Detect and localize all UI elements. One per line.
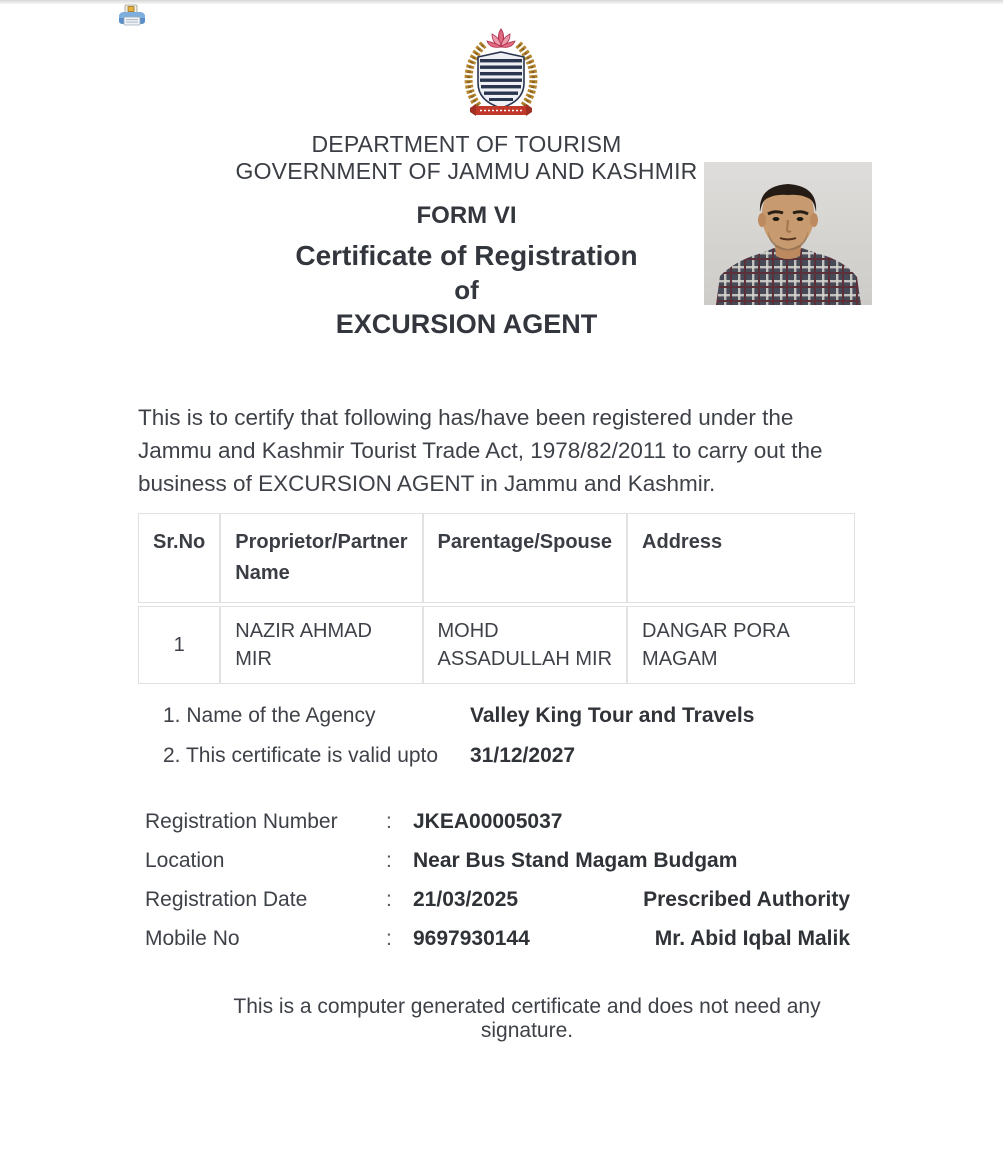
form-number: FORM VI [416, 202, 517, 229]
top-divider [0, 0, 1003, 4]
cell-address: DANGAR PORA MAGAM [627, 606, 855, 684]
mobile-number-value: 9697930144 [413, 927, 530, 950]
cell-parentage: MOHD ASSADULLAH MIR [423, 606, 628, 684]
prescribed-authority-title: Prescribed Authority [643, 888, 850, 911]
table-header-row [138, 513, 855, 603]
valid-upto-value: 31/12/2027 [470, 744, 576, 767]
separator-colon: : [386, 927, 392, 950]
applicant-photo [704, 162, 872, 305]
col-header-srno: Sr.No [138, 513, 220, 603]
certify-paragraph: This is to certify that following has/have been registered under the Jammu and Kashmir Tourist Trade Act, 1978/82/2011 to carry out the business of EXCURSION AGENT in Jammu and Kashmir. [138, 405, 823, 496]
registration-date-label: Registration Date [145, 888, 308, 911]
location-value: Near Bus Stand Magam Budgam [413, 849, 738, 872]
cell-srno: 1 [138, 606, 220, 684]
mobile-number-row [145, 923, 857, 962]
details-section [145, 806, 857, 962]
agency-name-row [163, 700, 863, 740]
govt-emblem-icon [456, 26, 546, 120]
agency-section [163, 700, 863, 780]
location-label: Location [145, 849, 225, 872]
separator-colon: : [386, 849, 392, 872]
table-row [138, 606, 855, 684]
valid-upto-row [163, 740, 863, 780]
registration-number-value: JKEA00005037 [413, 810, 563, 833]
certificate-title-line3: EXCURSION AGENT [335, 309, 598, 339]
col-header-address: Address [627, 513, 855, 603]
prescribed-authority-name: Mr. Abid Iqbal Malik [654, 927, 850, 950]
registration-date-value: 21/03/2025 [413, 888, 519, 911]
agency-name-value: Valley King Tour and Travels [470, 704, 755, 727]
separator-colon: : [386, 888, 392, 911]
registration-number-label: Registration Number [145, 810, 338, 833]
mobile-number-label: Mobile No [145, 927, 240, 950]
government-title: GOVERNMENT OF JAMMU AND KASHMIR [235, 158, 698, 184]
col-header-proprietor: Proprietor/Partner Name [220, 513, 422, 603]
lotus [487, 29, 515, 47]
certificate-title-line2: of [454, 275, 479, 305]
registration-date-row [145, 884, 857, 923]
separator-colon: : [386, 810, 392, 833]
location-row [145, 845, 857, 884]
department-title: DEPARTMENT OF TOURISM [311, 131, 622, 157]
agency-name-label: 1. Name of the Agency [163, 704, 376, 727]
valid-upto-label: 2. This certificate is valid upto [163, 744, 439, 767]
registrants-table [138, 510, 855, 687]
col-header-parentage: Parentage/Spouse [423, 513, 628, 603]
registration-number-row [145, 806, 857, 845]
print-icon[interactable] [116, 4, 148, 28]
certificate-title-line1: Certificate of Registration [295, 240, 638, 271]
cell-proprietor-name: NAZIR AHMAD MIR [220, 606, 422, 684]
computer-generated-note: This is a computer generated certificate and does not need any signature. [233, 995, 821, 1042]
